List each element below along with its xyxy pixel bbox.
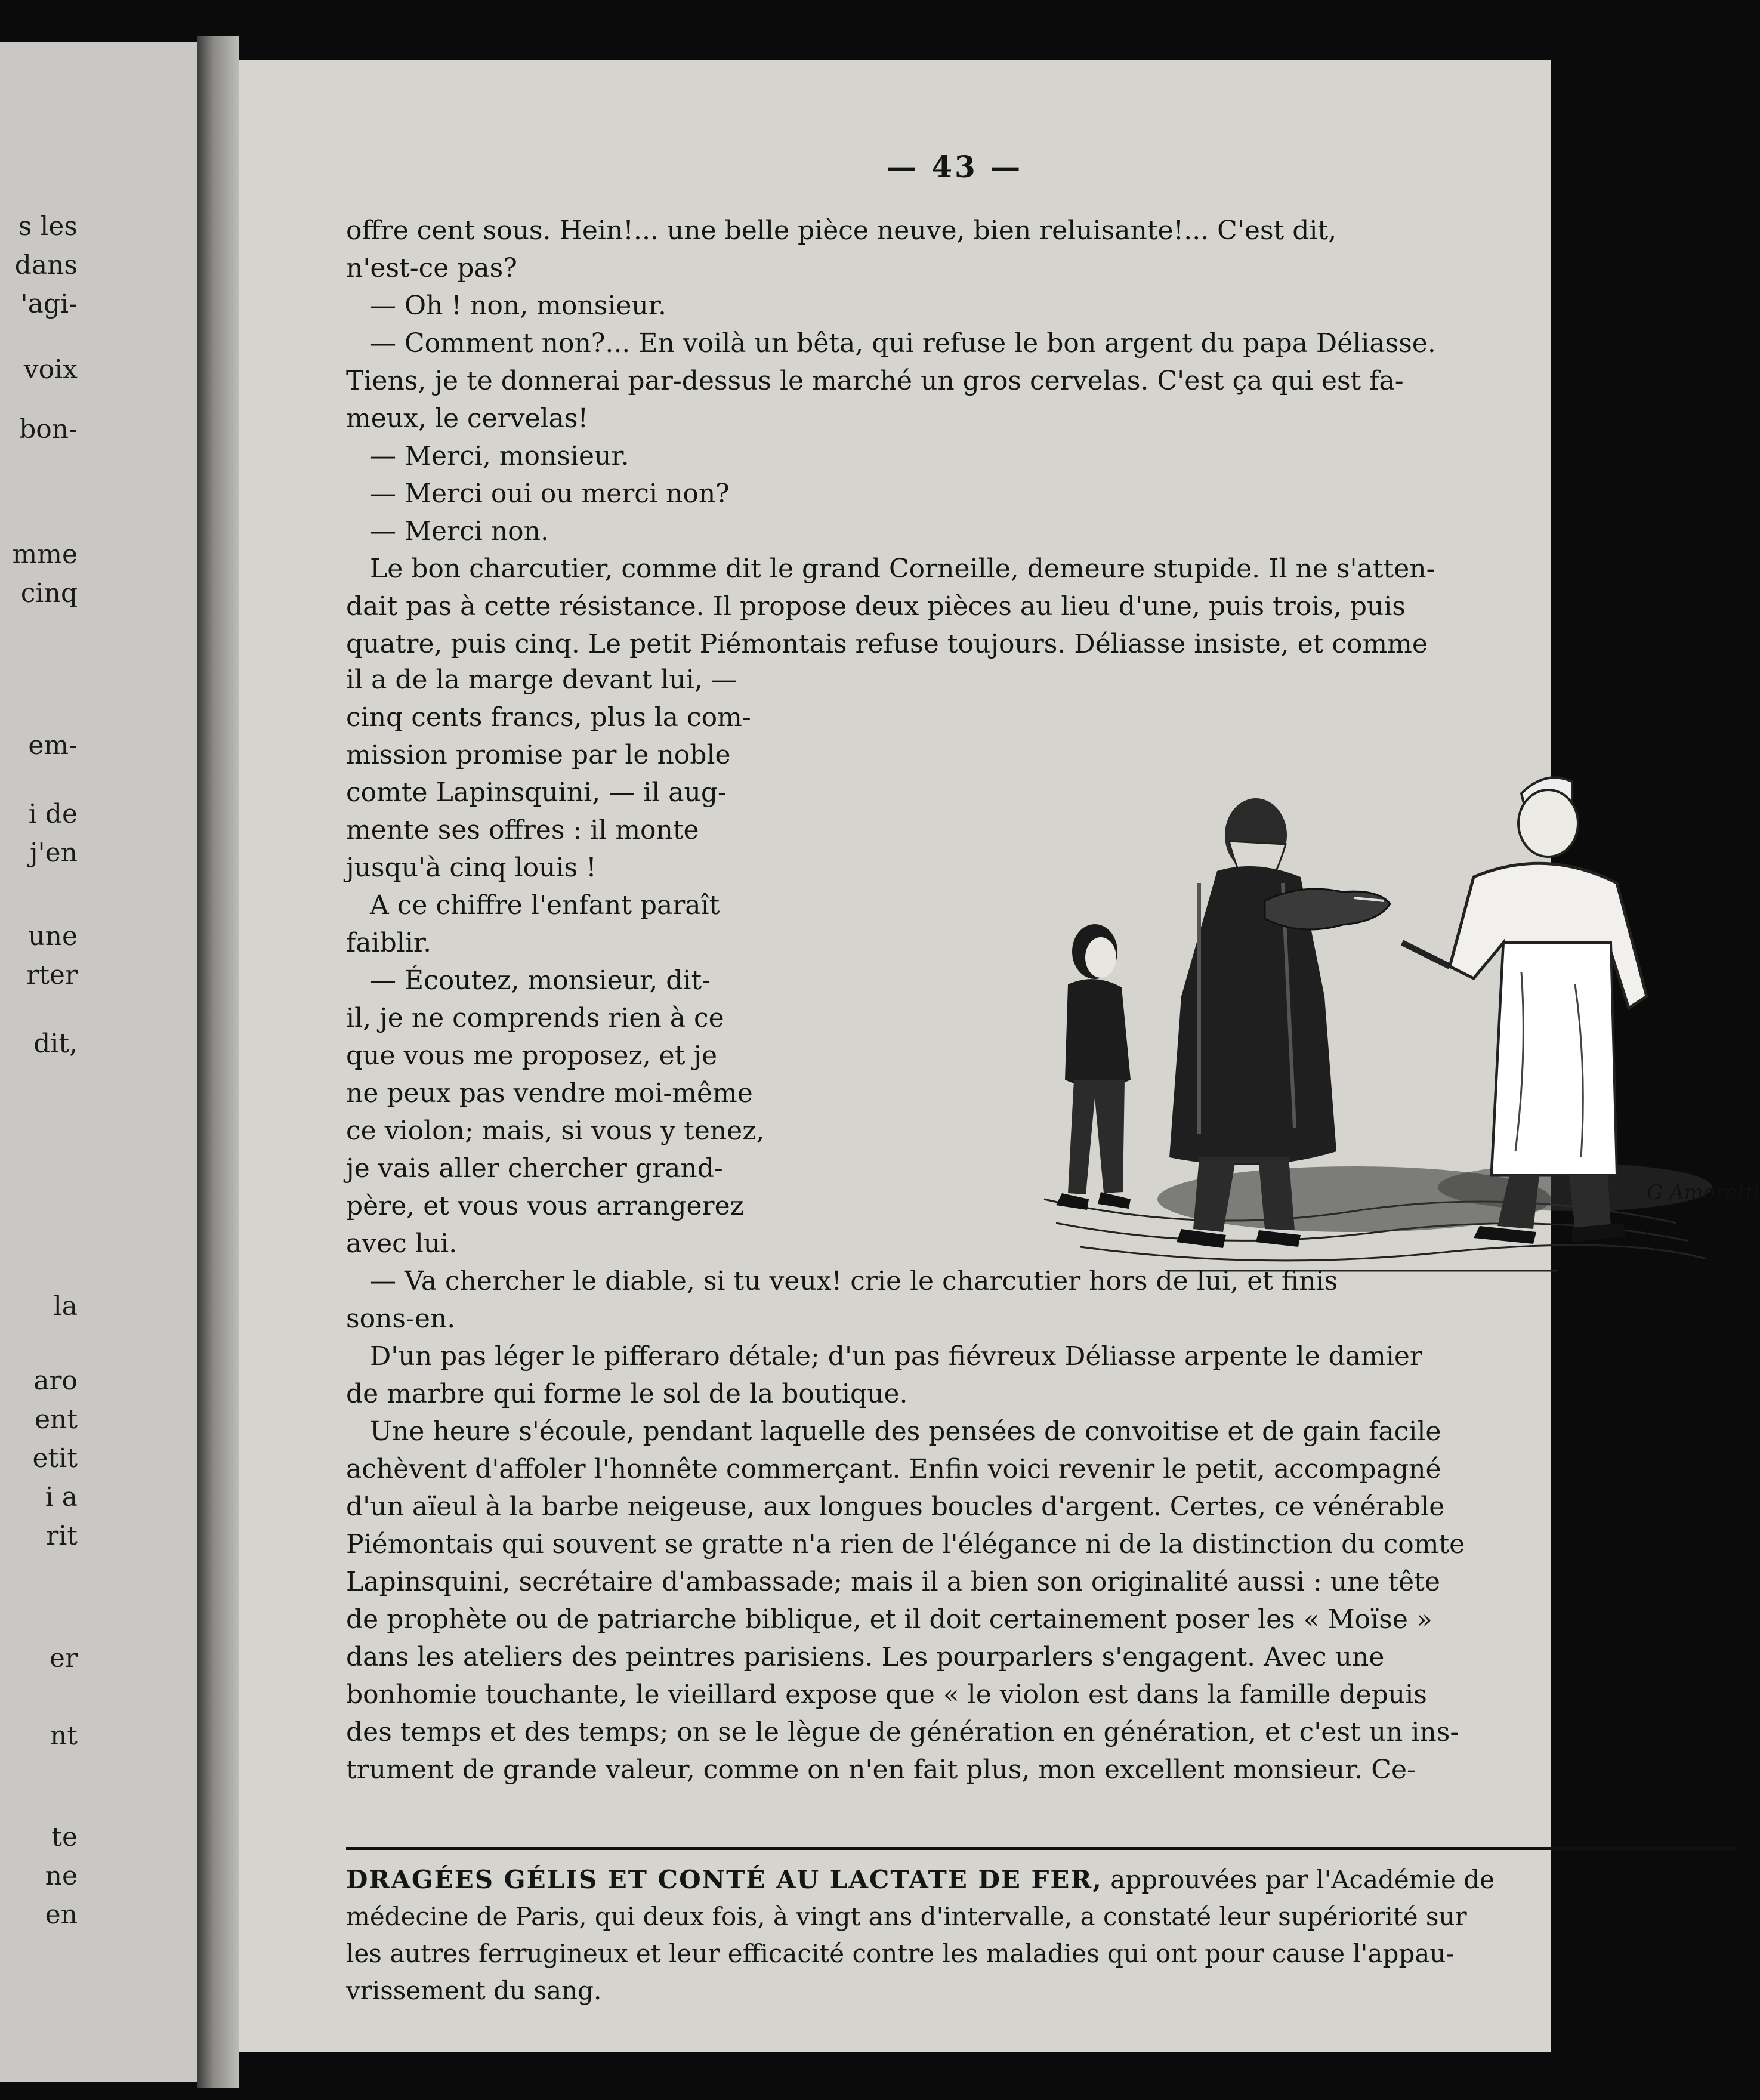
ad-headline: DRAGÉES GÉLIS ET CONTÉ AU LACTATE DE FER, [346,1865,1103,1894]
previous-page-fragment: mme [12,539,78,570]
top-text-block [346,212,1736,663]
page-number: — 43 — [886,149,1023,184]
top-text-line: — Merci oui ou merci non? [370,478,730,509]
narrow-text-line: ne peux pas vendre moi-même [346,1078,753,1108]
bottom-text-block [346,1262,1736,1789]
previous-page-fragment: cinq [20,578,78,609]
previous-page-fragment: j'en [29,838,78,868]
narrow-text-line: — Écoutez, monsieur, dit- [370,965,711,996]
top-text-line: — Oh ! non, monsieur. [370,291,666,321]
bottom-text-line: — Va chercher le diable, si tu veux! crie le charcutier hors de lui, et finis [370,1266,1338,1296]
narrow-text-line: comte Lapinsquini, — il aug- [346,777,727,808]
previous-page-fragment: 'agi- [20,289,78,319]
top-text-line: Tiens, je te donnerai par-dessus le marché un gros cervelas. C'est ça qui est fa- [346,366,1404,396]
previous-page-fragment: te [51,1822,78,1852]
top-text-line: dait pas à cette résistance. Il propose deux pièces au lieu d'une, puis trois, puis [346,591,1406,622]
previous-page-fragment: dit, [33,1029,78,1059]
top-text-line: meux, le cervelas! [346,403,589,434]
bottom-text-line: Lapinsquini, secrétaire d'ambassade; mais il a bien son originalité aussi : une tête [346,1567,1440,1597]
previous-page-fragment: en [45,1900,78,1930]
narrow-text-line: jusqu'à cinq louis ! [346,853,597,883]
bottom-text-line: Une heure s'écoule, pendant laquelle des pensées de convoitise et de gain facile [370,1416,1441,1447]
narrow-text-line: père, et vous vous arrangerez [346,1191,744,1221]
narrow-text-line: il a de la marge devant lui, — [346,665,737,695]
top-text-line: offre cent sous. Hein!... une belle pièce neuve, bien reluisante!... C'est dit, [346,215,1337,246]
previous-page-strip [0,42,203,2082]
previous-page-fragment: etit [32,1443,78,1474]
bottom-text-line: dans les ateliers des peintres parisiens. Les pourparlers s'engagent. Avec une [346,1642,1385,1672]
bottom-text-line: D'un pas léger le pifferaro détale; d'un pas fiévreux Déliasse arpente le damier [370,1341,1422,1372]
narrow-text-column [346,661,993,1262]
book-gutter [197,36,239,2088]
previous-page-fragment: ent [34,1404,78,1435]
bottom-text-line: achèvent d'affoler l'honnête commerçant. Enfin voici revenir le petit, accompagné [346,1454,1441,1484]
bottom-text-line: des temps et des temps; on se le lègue de génération en génération, et c'est un ins- [346,1717,1459,1747]
top-text-line: n'est-ce pas? [346,253,517,283]
bottom-text-line: de prophète ou de patriarche biblique, et il doit certainement poser les « Moïse » [346,1604,1432,1635]
child-figure [1056,924,1131,1210]
narrow-text-line: il, je ne comprends rien à ce [346,1003,724,1033]
narrow-text-line: je vais aller chercher grand- [346,1153,723,1184]
previous-page-fragment: dans [14,250,78,280]
previous-page-text [0,42,197,2082]
bottom-text-line: d'un aïeul à la barbe neigeuse, aux longues boucles d'argent. Certes, ce vénérable [346,1491,1445,1522]
ad-line-4: vrissement du sang. [346,1976,602,2005]
previous-page-fragment: ne [45,1861,78,1891]
engraving-illustration [1020,746,1760,1283]
narrow-text-line: mission promise par le noble [346,740,731,770]
top-text-line: quatre, puis cinq. Le petit Piémontais refuse toujours. Déliasse insiste, et comme [346,629,1428,659]
ad-line-3: les autres ferrugineux et leur efficacité contre les maladies qui ont pour cause l'appau- [346,1939,1455,1968]
top-text-line: — Merci non. [370,516,549,546]
previous-page-fragment: em- [28,730,78,761]
narrow-text-line: avec lui. [346,1228,458,1259]
previous-page-fragment: i a [45,1482,78,1512]
ad-line-2: médecine de Paris, qui deux fois, à vingt ans d'intervalle, a constaté leur supériorité sur [346,1902,1467,1931]
previous-page-fragment: i de [28,799,78,829]
top-text-line: — Merci, monsieur. [370,441,629,471]
previous-page-fragment: aro [33,1366,78,1396]
bottom-text-line: bonhomie touchante, le vieillard expose que « le violon est dans la famille depuis [346,1679,1427,1710]
previous-page-fragment: rit [46,1521,78,1551]
bottom-text-line: de marbre qui forme le sol de la boutique. [346,1379,908,1409]
bottom-text-line: sons-en. [346,1304,456,1334]
narrow-text-line: cinq cents francs, plus la com- [346,702,751,733]
book-page [239,60,1760,2052]
narrow-text-line: faiblir. [346,928,432,958]
ad-line-1 [346,1861,1736,1898]
bottom-text-line: Piémontais qui souvent se gratte n'a rien de l'élégance ni de la distinction du comte [346,1529,1465,1559]
previous-page-fragment: er [49,1643,78,1673]
previous-page-fragment: s les [18,211,78,242]
advertisement [346,1861,1736,2009]
previous-page-fragment: rter [26,960,78,990]
narrow-text-line: que vous me proposez, et je [346,1040,718,1071]
narrow-text-line: mente ses offres : il monte [346,815,699,845]
footer-rule [346,1847,1736,1850]
previous-page-fragment: bon- [19,414,78,444]
violin-icon [1265,889,1390,929]
previous-page-fragment: la [53,1291,78,1321]
narrow-text-line: ce violon; mais, si vous y tenez, [346,1116,765,1146]
previous-page-fragment: nt [50,1721,78,1751]
ad-line-1-rest: approuvées par l'Académie de [1102,1865,1495,1894]
illustration-signature: G Amoretti [1647,1181,1760,1205]
bottom-text-line: trument de grande valeur, comme on n'en fait plus, mon excellent monsieur. Ce- [346,1755,1416,1785]
previous-page-fragment: une [28,921,78,952]
narrow-text-line: A ce chiffre l'enfant paraît [370,890,720,921]
top-text-line: Le bon charcutier, comme dit le grand Corneille, demeure stupide. Il ne s'atten- [370,554,1435,584]
top-text-line: — Comment non?... En voilà un bêta, qui refuse le bon argent du papa Déliasse. [370,328,1436,359]
previous-page-fragment: voix [23,354,78,385]
